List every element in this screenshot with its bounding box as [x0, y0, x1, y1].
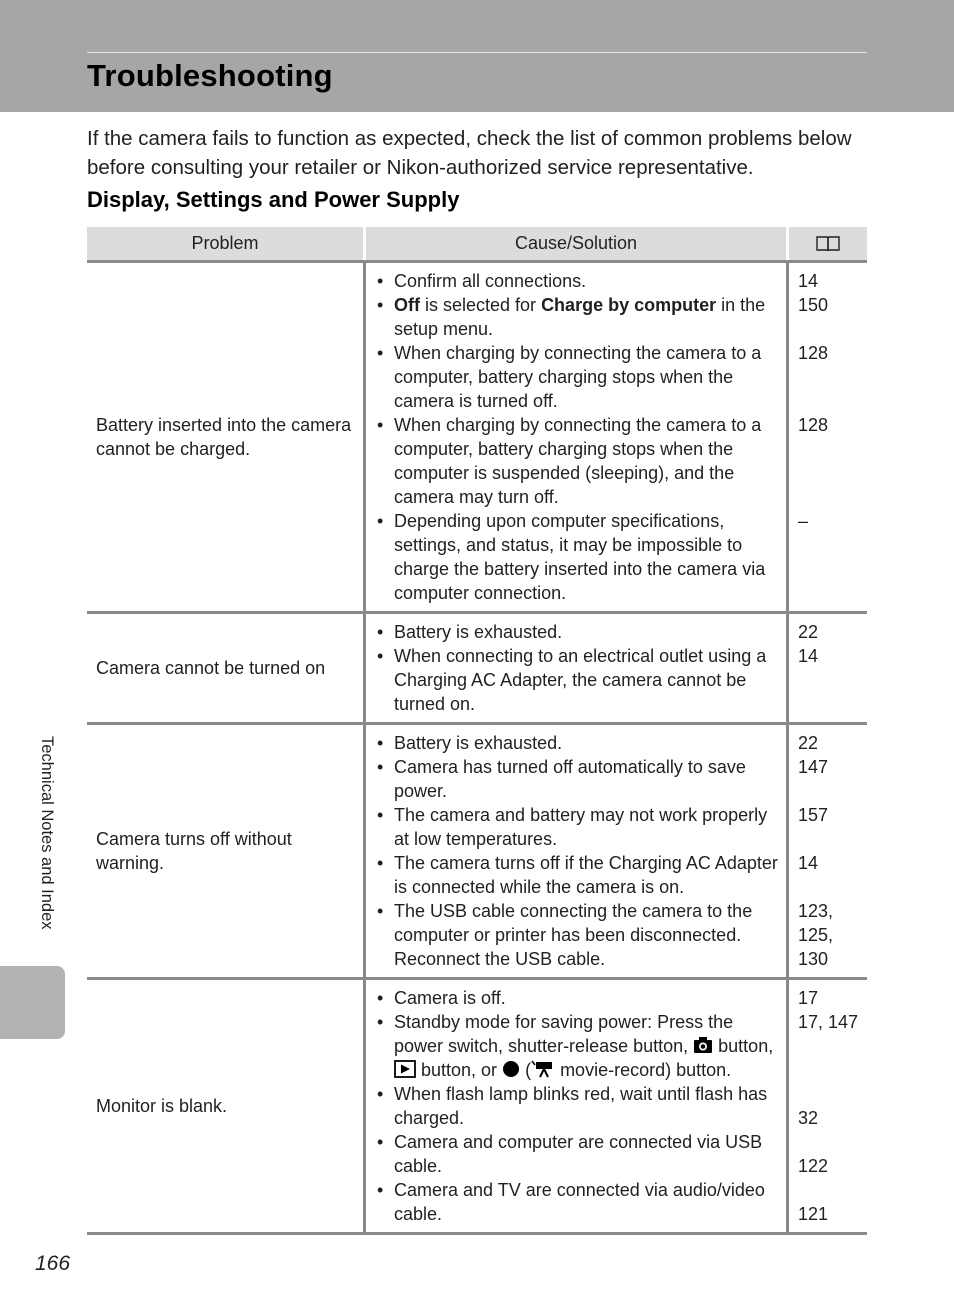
- page-reference: 150: [798, 295, 829, 315]
- record-icon: [502, 1060, 520, 1078]
- table-header: [87, 227, 867, 263]
- list-item: • Battery is exhausted.: [374, 731, 778, 755]
- reference-cell: [789, 614, 867, 722]
- page-title: Troubleshooting: [87, 58, 333, 93]
- section-heading: Display, Settings and Power Supply: [87, 187, 460, 212]
- page-reference: 14: [798, 646, 819, 666]
- camera-shooting-mode-icon: [693, 1036, 713, 1054]
- header-problem: Problem: [87, 227, 363, 260]
- page-reference: 32: [798, 1108, 819, 1128]
- list-item: • When charging by connecting the camera to a computer, battery charging stops when the computer is suspended (sleeping), and the camera may turn off.: [374, 413, 778, 509]
- reference-cell: [789, 725, 867, 977]
- list-item: • When connecting to an electrical outlet using a Charging AC Adapter, the camera cannot be turned on.: [374, 644, 778, 716]
- list-item: • Depending upon computer specifications, settings, and status, it may be impossible to charge the battery inserted into the camera via computer connection.: [374, 509, 778, 605]
- intro-paragraph: If the camera fails to function as expected, check the list of common problems below before consulting your retailer or Nikon-authorized service representative.: [87, 127, 852, 179]
- page-reference: –: [798, 511, 809, 531]
- page-reference: 123, 125, 130: [798, 901, 834, 969]
- page-reference: 157: [798, 805, 829, 825]
- page-reference: 147: [798, 757, 829, 777]
- problem-cell: Camera turns off without warning.: [96, 829, 292, 873]
- page-reference: 14: [798, 271, 819, 291]
- list-item: • Camera and TV are connected via audio/video cable.: [374, 1178, 778, 1226]
- page-reference: 128: [798, 415, 829, 435]
- list-item: • The USB cable connecting the camera to the computer or printer has been disconnected. Reconnect the USB cable.: [374, 899, 778, 971]
- cause-cell: [366, 980, 786, 1232]
- header-cause-solution: Cause/Solution: [366, 227, 786, 260]
- side-section-label: Technical Notes and Index: [38, 736, 56, 930]
- book-icon: [815, 235, 841, 253]
- list-item: • Camera has turned off automatically to save power.: [374, 755, 778, 803]
- problem-cell: Monitor is blank.: [96, 1096, 228, 1116]
- table-row: [87, 263, 867, 614]
- page-reference: 17, 147: [798, 1012, 859, 1032]
- page-reference: 22: [798, 622, 819, 642]
- reference-cell: [789, 980, 867, 1232]
- movie-icon: [531, 1060, 555, 1078]
- cause-cell: [366, 263, 786, 611]
- table-row: [87, 725, 867, 980]
- problem-cell: Battery inserted into the camera cannot be charged.: [96, 415, 352, 459]
- list-item: • Battery is exhausted.: [374, 620, 778, 644]
- list-item: • When flash lamp blinks red, wait until flash has charged.: [374, 1082, 778, 1130]
- page-reference: 14: [798, 853, 819, 873]
- list-item: • Camera and computer are connected via USB cable.: [374, 1130, 778, 1178]
- list-item: • The camera turns off if the Charging AC Adapter is connected while the camera is on.: [374, 851, 778, 899]
- side-tab: [0, 966, 65, 1039]
- list-item: • Off is selected for Charge by computer in the setup menu.: [374, 293, 778, 341]
- page-number: 166: [35, 1252, 71, 1275]
- header-reference: [789, 227, 867, 260]
- problem-cell: Camera cannot be turned on: [96, 658, 326, 678]
- page-reference: 17: [798, 988, 819, 1008]
- page-reference: 122: [798, 1156, 829, 1176]
- list-item: • Standby mode for saving power: Press the power switch, shutter-release button, button, button, or ( movie-record) button.: [374, 1010, 778, 1082]
- troubleshooting-table: [87, 227, 867, 1235]
- playback-icon: [394, 1060, 416, 1078]
- table-row: [87, 980, 867, 1235]
- reference-cell: [789, 263, 867, 611]
- list-item: • The camera and battery may not work properly at low temperatures.: [374, 803, 778, 851]
- page-reference: 128: [798, 343, 829, 363]
- cause-cell: [366, 614, 786, 722]
- table-row: [87, 614, 867, 725]
- header-rule: [87, 52, 867, 53]
- list-item: • When charging by connecting the camera to a computer, battery charging stops when the camera is turned off.: [374, 341, 778, 413]
- list-item: • Camera is off.: [374, 986, 778, 1010]
- page-reference: 22: [798, 733, 819, 753]
- cause-cell: [366, 725, 786, 977]
- header-band: [0, 0, 954, 112]
- list-item: • Confirm all connections.: [374, 269, 778, 293]
- page-reference: 121: [798, 1204, 829, 1224]
